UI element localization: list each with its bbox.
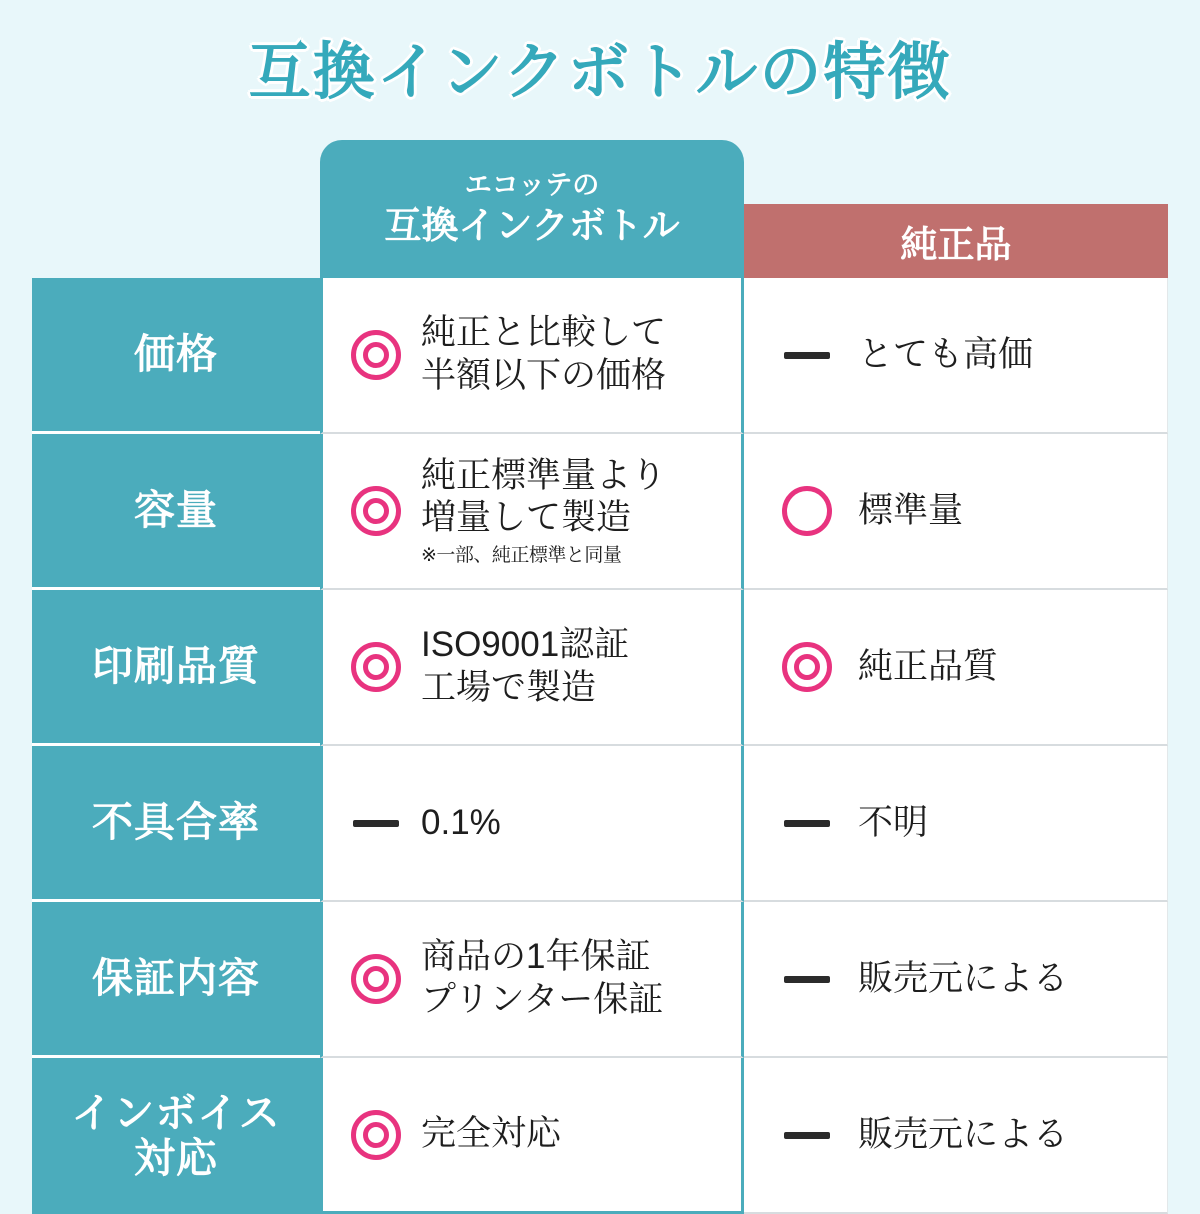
table-grid (32, 140, 1168, 1214)
double-circle-icon (345, 642, 407, 692)
cell-own-text: 商品の1年保証 プリンター保証 (421, 937, 664, 1019)
cell-own-text: 完全対応 (421, 1114, 562, 1154)
dash-icon (774, 352, 840, 359)
double-circle-icon-glyph (782, 642, 832, 692)
cell-own-product (320, 902, 744, 1058)
double-circle-icon-glyph (351, 1110, 401, 1160)
row-label: 容量 (32, 434, 320, 590)
cell-genuine-text: 販売元による (858, 1114, 1069, 1154)
row-label: インボイス 対応 (32, 1058, 320, 1214)
dash-icon-glyph (784, 352, 830, 359)
cell-genuine-text: 不明 (858, 802, 929, 842)
cell-own-text: ISO9001認証 工場で製造 (421, 625, 630, 707)
row-label: 不具合率 (32, 746, 320, 902)
cell-note: ※一部、純正標準と同量 (421, 545, 622, 567)
dash-icon (774, 976, 840, 983)
cell-own-product (320, 1058, 744, 1214)
double-circle-icon (345, 954, 407, 1004)
cell-own-product (320, 434, 744, 590)
cell-own-product (320, 746, 744, 902)
cell-genuine-text: 販売元による (858, 958, 1069, 998)
dash-icon-glyph (784, 820, 830, 827)
double-circle-icon (345, 1110, 407, 1160)
cell-genuine-product (744, 278, 1168, 434)
cell-own-product (320, 590, 744, 746)
cell-genuine-product (744, 902, 1168, 1058)
cell-genuine-product (744, 1058, 1168, 1214)
row-label: 保証内容 (32, 902, 320, 1058)
double-circle-icon (345, 486, 407, 536)
dash-icon (774, 820, 840, 827)
double-circle-icon-glyph (351, 954, 401, 1004)
double-circle-icon (345, 330, 407, 380)
cell-genuine-text: とても高価 (858, 334, 1034, 374)
header-corner-spacer (32, 140, 320, 278)
double-circle-icon (774, 642, 840, 692)
single-circle-icon (774, 486, 840, 536)
header-own-product (320, 140, 744, 278)
dash-icon (774, 1132, 840, 1139)
cell-own-text: 純正と比較して 半額以下の価格 (421, 313, 667, 395)
double-circle-icon-glyph (351, 486, 401, 536)
table-row (32, 746, 1168, 902)
cell-genuine-product (744, 590, 1168, 746)
header-own-brand: エコッテの (464, 170, 600, 201)
table-body (32, 278, 1168, 1214)
cell-own-text: 純正標準量より 増量して製造 ※一部、純正標準と同量 (421, 455, 667, 567)
header-own-title: 互換インクボトル (384, 205, 680, 247)
dash-icon (345, 820, 407, 827)
cell-genuine-text: 純正品質 (858, 646, 999, 686)
page-title: 互換インクボトルの特徴 (248, 38, 952, 107)
cell-own-text: 0.1% (421, 802, 501, 842)
table-row (32, 434, 1168, 590)
table-row (32, 278, 1168, 434)
dash-icon-glyph (784, 1132, 830, 1139)
cell-genuine-product (744, 434, 1168, 590)
cell-genuine-product (744, 746, 1168, 902)
table-row (32, 1058, 1168, 1214)
table-row (32, 590, 1168, 746)
double-circle-icon-glyph (351, 330, 401, 380)
double-circle-icon-glyph (351, 642, 401, 692)
cell-genuine-text: 標準量 (858, 490, 964, 530)
row-label: 価格 (32, 278, 320, 434)
table-header-row (32, 140, 1168, 278)
single-circle-icon-glyph (782, 486, 832, 536)
row-label: 印刷品質 (32, 590, 320, 746)
comparison-table (32, 140, 1168, 1214)
header-genuine-product: 純正品 (744, 204, 1168, 278)
dash-icon-glyph (784, 976, 830, 983)
cell-own-product (320, 278, 744, 434)
dash-icon-glyph (353, 820, 399, 827)
table-row (32, 902, 1168, 1058)
